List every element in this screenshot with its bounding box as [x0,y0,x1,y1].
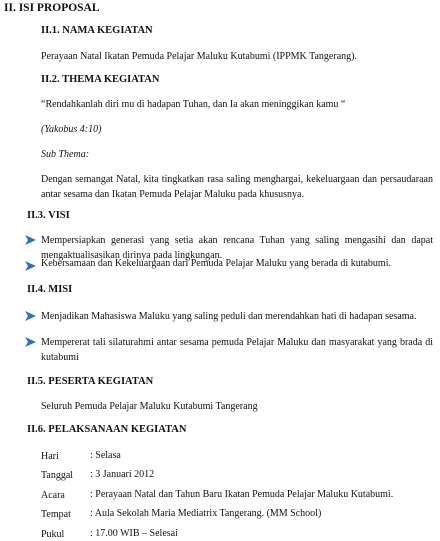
row-value-tempat: : Aula Sekolah Maria Mediatrix Tangerang. (MM School) [90,508,322,519]
row-value-tanggal: : 3 Januari 2012 [90,469,155,480]
thema-quote: “Rendahkanlah diri mu di hadapan Tuhan, dan Ia akan meninggikan kamu “ [41,99,346,110]
nama-kegiatan-text: Perayaan Natal Ikatan Pemuda Pelajar Maluku Kutabumi (IPPMK Tangerang). [41,51,357,62]
heading-pelaksanaan: II.6. PELAKSANAAN KEGIATAN [27,424,187,435]
visi-item-2: Kebersamaan dan Kekeluargaan dari Pemuda Pelajar Maluku yang berada di kutabumi. [41,258,391,269]
heading-peserta: II.5. PESERTA KEGIATAN [27,376,154,387]
arrow-bullet-icon [25,337,36,347]
visi-item-1: Mempersiapkan generasi yang setia akan rencana Tuhan yang saling mengasihi dan dapat mengaktualisasikan dirinya pada lingkungan. [41,235,433,261]
misi-item-1: Menjadikan Mahasiswa Maluku yang saling peduli dan merendahkan hati di hadapan sesama. [41,311,417,322]
row-value-acara: : Perayaan Natal dan Tahun Baru Ikatan Pemuda Pelajar Maluku Kutabumi. [90,489,394,500]
subtheme-label: Sub Thema: [41,149,90,160]
row-value-hari: : Selasa [90,450,121,461]
arrow-bullet-icon [25,235,36,245]
thema-reference: (Yakobus 4:10) [41,124,102,135]
row-label-hari: Hari [41,451,59,462]
arrow-bullet-icon [25,261,36,271]
row-label-tempat: Tempat [41,509,71,520]
arrow-bullet-icon [25,311,36,321]
row-label-tanggal: Tanggal [41,470,74,481]
heading-thema-kegiatan: II.2. THEMA KEGIATAN [41,74,160,85]
heading-misi: II.4. MISI [27,284,73,295]
peserta-text: Seluruh Pemuda Pelajar Maluku Kutabumi Tangerang [41,401,258,412]
row-label-pukul: Pukul [41,529,65,540]
misi-item-2: Mempererat tali silaturahmi antar sesama pemuda Pelajar Maluku dan masyarakat yang brada di kutabumi [41,337,433,363]
heading-nama-kegiatan: II.1. NAMA KEGIATAN [41,25,153,36]
row-label-acara: Acara [41,490,65,501]
row-value-pukul: : 17.00 WIB – Selesai [90,528,178,539]
heading-visi: II.3. VISI [27,210,70,221]
subtheme-text: Dengan semangat Natal, kita tingkatkan rasa saling menghargai, kekeluargaan dan persaudaraan antar sesama dan Ikatan Pemuda Pelajar Maluku pada khususnya. [41,174,433,200]
section-title: II. ISI PROPOSAL [4,2,100,14]
